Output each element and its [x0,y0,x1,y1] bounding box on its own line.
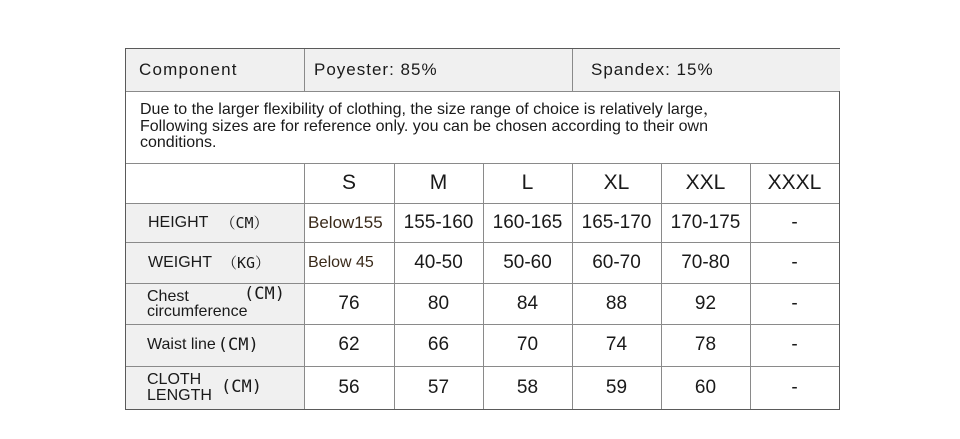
divider [572,163,573,409]
divider [126,91,839,92]
size-header-xxl: XXL [685,171,726,194]
chest-s: 76 [338,292,360,314]
cloth-length-s: 56 [338,376,360,398]
notice-line-1: Due to the larger flexibility of clothing, the size range of choice is relatively large， [140,101,719,118]
height-xxl: 170-175 [670,211,741,233]
weight-xxl: 70-80 [681,251,730,273]
size-header-xl: XL [603,171,630,194]
height-m: 155-160 [403,211,474,233]
cloth-length-xl: 59 [605,376,628,398]
row-label-waist: Waist line (CM) [126,324,304,366]
size-header-blank [126,163,304,203]
height-l: 160-165 [492,211,563,233]
row-label-chest: Chest (CM) circumference [126,283,304,324]
waist-xxxl: - [791,334,798,355]
size-chart-table [125,48,840,410]
component-label: Component [126,49,304,91]
waist-l: 70 [516,334,539,355]
row-label-height: HEIGHT （CM） [126,203,304,242]
size-header-s: S [341,171,356,194]
size-header-m: M [429,171,448,194]
weight-m: 40-50 [414,251,463,273]
cloth-length-l: 58 [516,376,539,398]
divider [572,49,573,91]
cloth-length-xxxl: - [791,376,798,398]
notice-line-2: Following sizes are for reference only. you can be chosen according to their own [140,117,709,135]
size-header-xxxl: XXXL [767,171,822,194]
spandex-value: Spandex: 15% [572,49,840,91]
divider [483,163,484,409]
row-label-weight: WEIGHT （KG） [126,242,304,283]
height-s: Below155 [308,212,383,232]
divider [750,163,751,409]
cloth-length-m: 57 [427,376,450,398]
waist-m: 66 [427,334,450,355]
chest-xxxl: - [791,292,798,314]
cloth-length-xxl: 60 [694,376,717,398]
chest-l: 84 [516,292,539,314]
height-xl: 165-170 [581,211,652,233]
waist-s: 62 [338,334,360,355]
weight-xl: 60-70 [592,251,641,273]
chest-m: 80 [427,292,450,314]
size-header-l: L [521,171,534,194]
row-label-cloth-length: CLOTH LENGTH (CM) [126,366,304,409]
divider [661,163,662,409]
waist-xl: 74 [605,334,628,355]
chest-xl: 88 [605,292,628,314]
weight-l: 50-60 [503,251,552,273]
waist-xxl: 78 [694,334,717,355]
divider [304,49,305,91]
size-notice [126,91,839,163]
weight-xxxl: - [791,251,798,273]
divider [394,163,395,409]
notice-line-3: conditions. [140,134,217,151]
polyester-value: Poyester: 85% [304,49,572,91]
height-xxxl: - [791,211,798,233]
divider [304,163,305,409]
weight-s: Below 45 [308,253,374,271]
chest-xxl: 92 [694,292,717,314]
